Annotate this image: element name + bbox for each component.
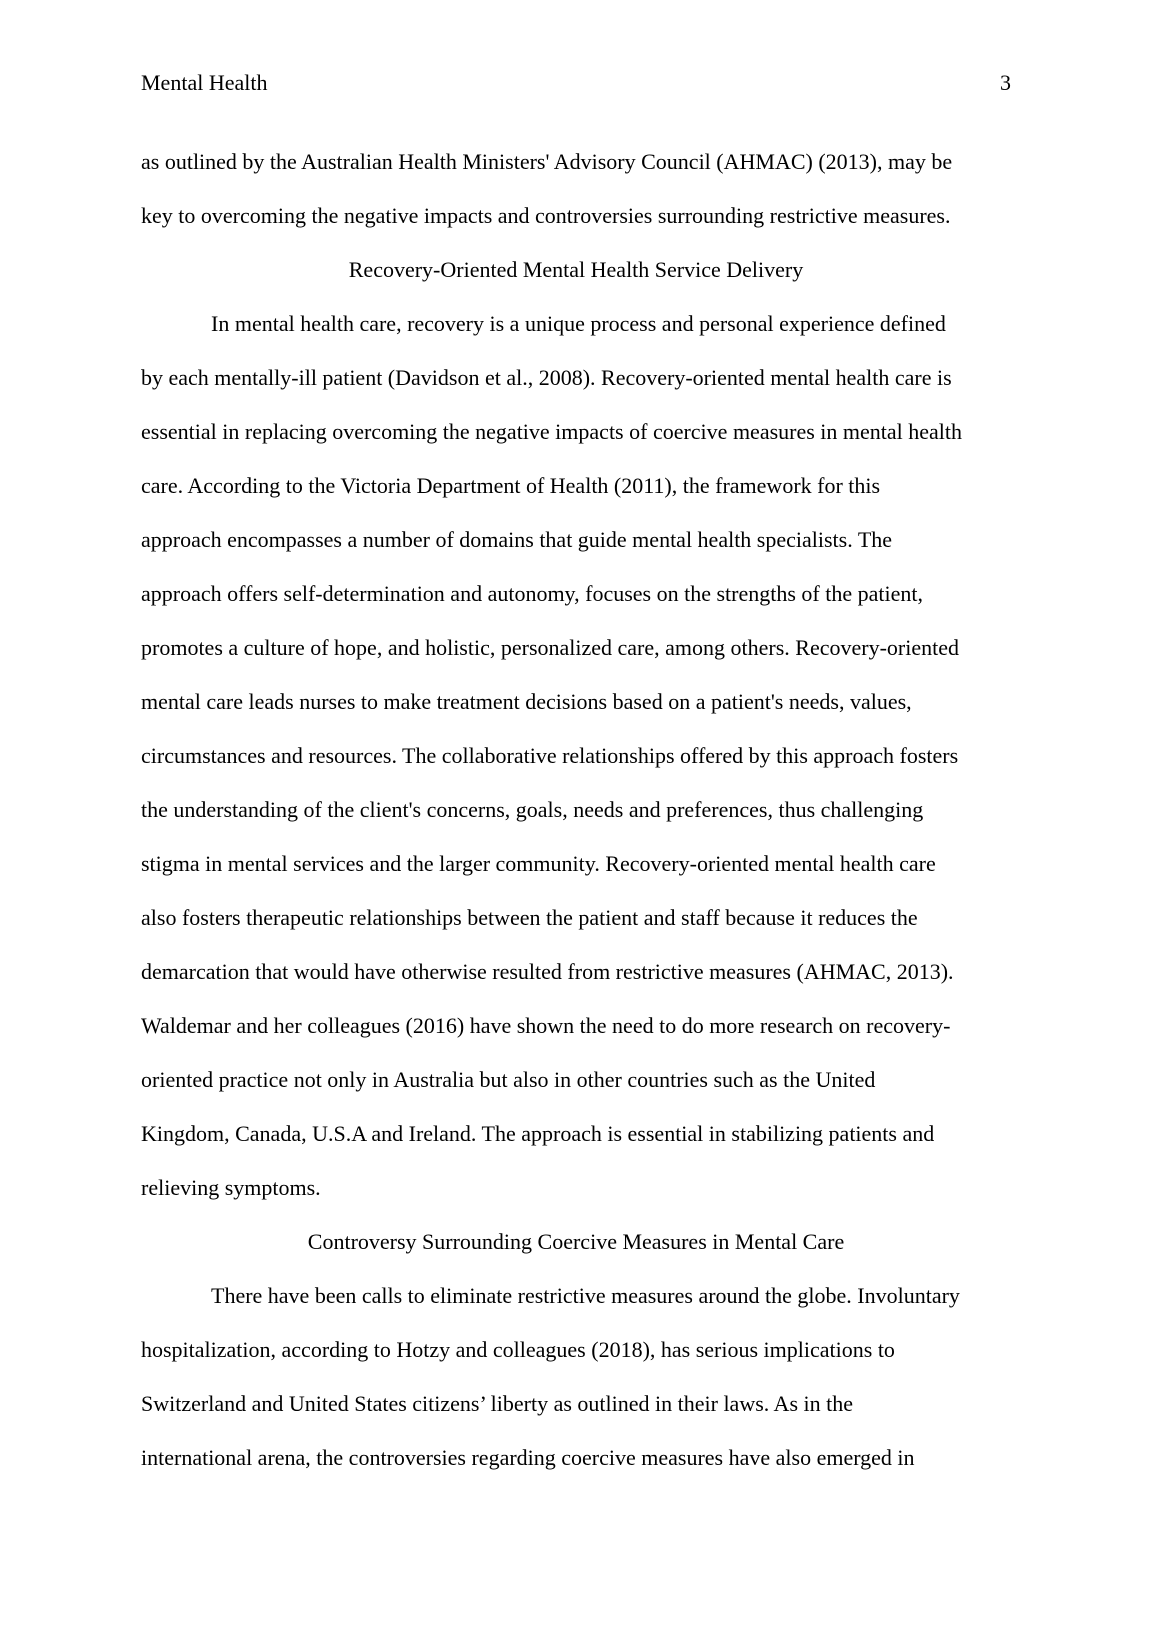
paragraph-line: as outlined by the Australian Health Ministers' Advisory Council (AHMAC) (2013), may be [141,149,953,174]
paragraph-line: care. According to the Victoria Department of Health (2011), the framework for this [141,473,881,498]
section-heading-recovery: Recovery-Oriented Mental Health Service Delivery [348,257,804,282]
body-text [141,135,1021,1485]
paragraph-line: mental care leads nurses to make treatment decisions based on a patient's needs, values, [141,689,912,714]
paragraph-line: There have been calls to eliminate restrictive measures around the globe. Involuntary [211,1283,960,1308]
paragraph-line: demarcation that would have otherwise resulted from restrictive measures (AHMAC, 2013). [141,959,954,984]
paragraph-line: Kingdom, Canada, U.S.A and Ireland. The approach is essential in stabilizing patients and [141,1121,935,1146]
paragraph-line: by each mentally-ill patient (Davidson et al., 2008). Recovery-oriented mental health care is [141,365,952,390]
paragraph-line: Waldemar and her colleagues (2016) have shown the need to do more research on recovery- [141,1013,951,1038]
paragraph-line: relieving symptoms. [141,1175,321,1200]
paragraph-line: the understanding of the client's concerns, goals, needs and preferences, thus challenging [141,797,924,822]
paragraph-line: stigma in mental services and the larger community. Recovery-oriented mental health care [141,851,936,876]
section-heading-controversy: Controversy Surrounding Coercive Measures in Mental Care [307,1229,845,1254]
paragraph-line: oriented practice not only in Australia but also in other countries such as the United [141,1067,876,1092]
paragraph-line: also fosters therapeutic relationships between the patient and staff because it reduces the [141,905,918,930]
paragraph-line: Switzerland and United States citizens’ liberty as outlined in their laws. As in the [141,1391,853,1416]
running-head-title: Mental Health [141,70,268,95]
page-number: 3 [1000,70,1011,95]
paragraph-line: international arena, the controversies regarding coercive measures have also emerged in [141,1445,915,1470]
paragraph-line: promotes a culture of hope, and holistic, personalized care, among others. Recovery-oriented [141,635,959,660]
paragraph-line: approach offers self-determination and autonomy, focuses on the strengths of the patient, [141,581,923,606]
paragraph-line: In mental health care, recovery is a unique process and personal experience defined [211,311,946,336]
paragraph-line: circumstances and resources. The collaborative relationships offered by this approach fosters [141,743,959,768]
paragraph-line: hospitalization, according to Hotzy and colleagues (2018), has serious implications to [141,1337,895,1362]
running-head [141,68,1017,98]
paragraph-line: essential in replacing overcoming the negative impacts of coercive measures in mental health [141,419,963,444]
paragraph-line: approach encompasses a number of domains that guide mental health specialists. The [141,527,893,552]
paragraph-line: key to overcoming the negative impacts and controversies surrounding restrictive measures. [141,203,951,228]
